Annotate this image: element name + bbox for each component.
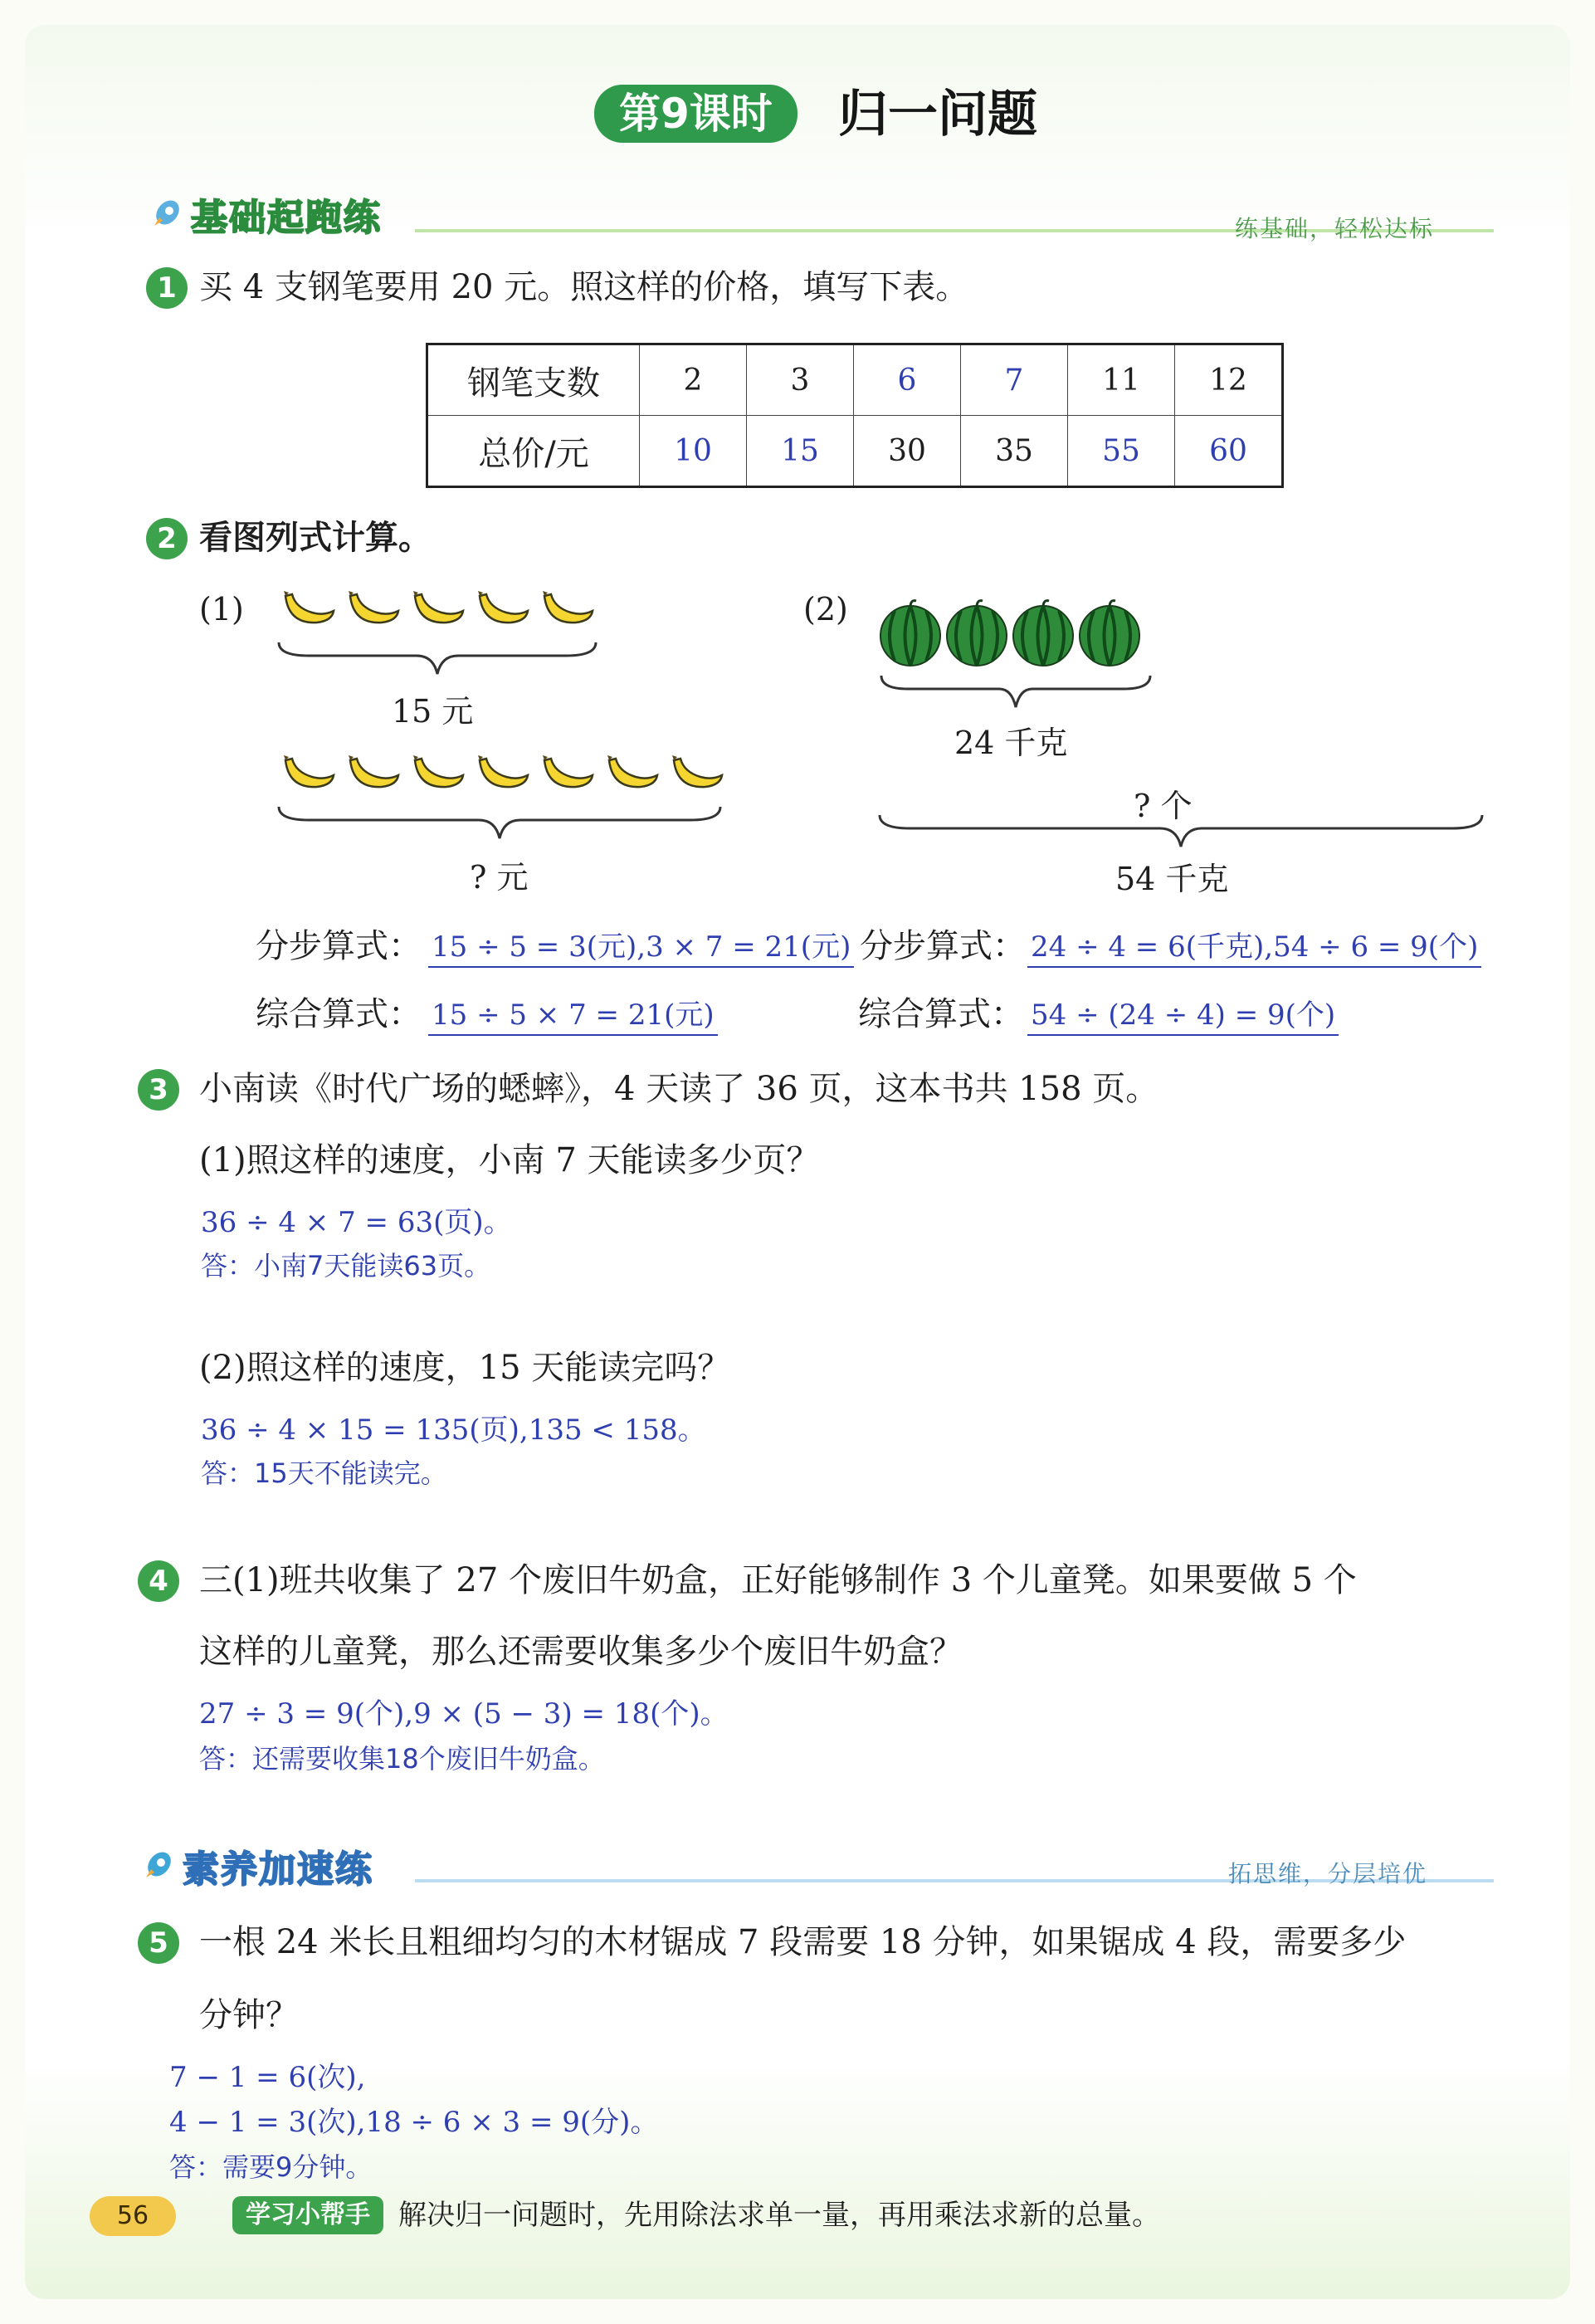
combined-label: 综合算式： (256, 995, 422, 1033)
brace-caption: ? 个 (1134, 788, 1193, 824)
rocket-icon (139, 1848, 176, 1884)
section-advanced-header (139, 1843, 373, 1889)
watermelon-icon (1011, 598, 1076, 667)
subquestion-text: (2)照这样的速度，15 天能读完吗？ (199, 1349, 731, 1387)
answer-field (1027, 928, 1481, 968)
brace-caption: 15 元 (392, 693, 474, 730)
subquestion-label: (1) (199, 591, 244, 627)
table-cell-answer: 7 (961, 344, 1068, 416)
question-text: 一根 24 米长且粗细均匀的木材锯成 7 段需要 18 分钟，如果锯成 4 段，需要多少 (199, 1923, 1407, 1961)
question-number: 5 (138, 1922, 179, 1964)
table-cell: 11 (1068, 344, 1175, 416)
answer-calc: 36 ÷ 4 × 15 = 135(页),135 < 158。 (201, 1413, 706, 1447)
question-number: 1 (146, 267, 188, 309)
subquestion-label: (2) (803, 591, 848, 627)
answer-field (428, 996, 718, 1036)
question-text: 三(1)班共收集了 27 个废旧牛奶盒，正好能够制作 3 个儿童凳。如果要做 5 个 (199, 1561, 1357, 1599)
banana-icon (539, 588, 596, 629)
table-cell-answer: 10 (640, 416, 747, 487)
answer-calc: 36 ÷ 4 × 7 = 63(页)。 (201, 1206, 512, 1239)
brace-icon (276, 802, 724, 843)
watermelon-icon (1077, 598, 1142, 667)
table-cell: 12 (1175, 344, 1283, 416)
table-cell: 3 (747, 344, 854, 416)
banana-icon (345, 588, 402, 629)
table-cell: 2 (640, 344, 747, 416)
section-hint: 拓思维，分层培优 (1228, 1860, 1428, 1887)
table-cell-answer: 15 (747, 416, 854, 487)
answer-text: 答：还需要收集18个废旧牛奶盒。 (199, 1743, 605, 1775)
lesson-badge: 第9课时 (594, 85, 798, 143)
question-number: 3 (138, 1069, 179, 1111)
answer-calc: 4 − 1 = 3(次),18 ÷ 6 × 3 = 9(分)。 (169, 2106, 659, 2139)
brace-caption: 54 千克 (1115, 861, 1229, 897)
question-text: 买 4 支钢笔要用 20 元。照这样的价格，填写下表。 (199, 268, 969, 306)
answer-text: 答：15天不能读完。 (201, 1457, 447, 1489)
table-cell-answer: 55 (1068, 416, 1175, 487)
question-text: 这样的儿童凳，那么还需要收集多少个废旧牛奶盒？ (199, 1633, 963, 1671)
price-table (426, 343, 1284, 488)
section-hint: 练基础，轻松达标 (1235, 215, 1435, 242)
watermelon-icon (944, 598, 1009, 667)
answer-field (428, 928, 854, 968)
step-label: 分步算式： (256, 927, 422, 965)
answer-text: 15 ÷ 5 × 7 = 21(元) (428, 996, 718, 1036)
page-number: 56 (90, 2196, 176, 2236)
brace-caption: ? 元 (470, 859, 529, 896)
helper-tip: 解决归一问题时，先用除法求单一量，再用乘法求新的总量。 (398, 2199, 1160, 2232)
combined-label: 综合算式： (858, 995, 1024, 1033)
answer-calc: 27 ÷ 3 = 9(个),9 × (5 − 3) = 18(个)。 (199, 1697, 729, 1731)
question-text: 小南读《时代广场的蟋蟀》，4 天读了 36 页，这本书共 158 页。 (199, 1070, 1159, 1108)
watermelon-icon (878, 598, 943, 667)
answer-text: 答：需要9分钟。 (169, 2151, 373, 2183)
banana-icon (475, 588, 531, 629)
brace-icon (878, 671, 1154, 712)
answer-text: 15 ÷ 5 = 3(元),3 × 7 = 21(元) (428, 928, 854, 968)
table-cell: 30 (854, 416, 961, 487)
step-label: 分步算式： (860, 927, 1026, 965)
question-number: 2 (146, 518, 188, 559)
answer-text: 54 ÷ (24 ÷ 4) = 9(个) (1027, 996, 1339, 1036)
section-title: 素养加速练 (183, 1848, 373, 1891)
banana-icon (539, 752, 596, 793)
question-number: 4 (138, 1560, 179, 1602)
banana-icon (604, 752, 661, 793)
table-cell-answer: 6 (854, 344, 961, 416)
brace-caption: 24 千克 (954, 725, 1068, 761)
table-cell: 35 (961, 416, 1068, 487)
banana-icon (410, 752, 466, 793)
answer-text: 24 ÷ 4 = 6(千克),54 ÷ 6 = 9(个) (1027, 928, 1481, 968)
section-title: 基础起跑练 (191, 197, 382, 239)
helper-badge: 学习小帮手 (232, 2196, 383, 2234)
answer-field (1027, 996, 1339, 1036)
banana-icon (410, 588, 466, 629)
question-text: 看图列式计算。 (199, 519, 432, 557)
brace-icon (876, 810, 1485, 852)
answer-text: 答：小南7天能读63页。 (201, 1250, 491, 1282)
table-header-cell: 钢笔支数 (427, 344, 640, 416)
table-header-cell: 总价/元 (427, 416, 640, 487)
question-text: 分钟？ (199, 1996, 299, 2034)
section-basic-header (148, 191, 382, 237)
banana-icon (345, 752, 402, 793)
banana-icon (280, 752, 337, 793)
table-row (427, 344, 1283, 416)
page-title: 归一问题 (838, 85, 1037, 144)
banana-icon (669, 752, 725, 793)
answer-calc: 7 − 1 = 6(次), (169, 2061, 366, 2094)
subquestion-text: (1)照这样的速度，小南 7 天能读多少页？ (199, 1141, 820, 1179)
banana-icon (475, 752, 531, 793)
brace-icon (276, 637, 599, 679)
banana-icon (280, 588, 337, 629)
table-row (427, 416, 1283, 487)
rocket-icon (148, 196, 184, 232)
table-cell-answer: 60 (1175, 416, 1283, 487)
